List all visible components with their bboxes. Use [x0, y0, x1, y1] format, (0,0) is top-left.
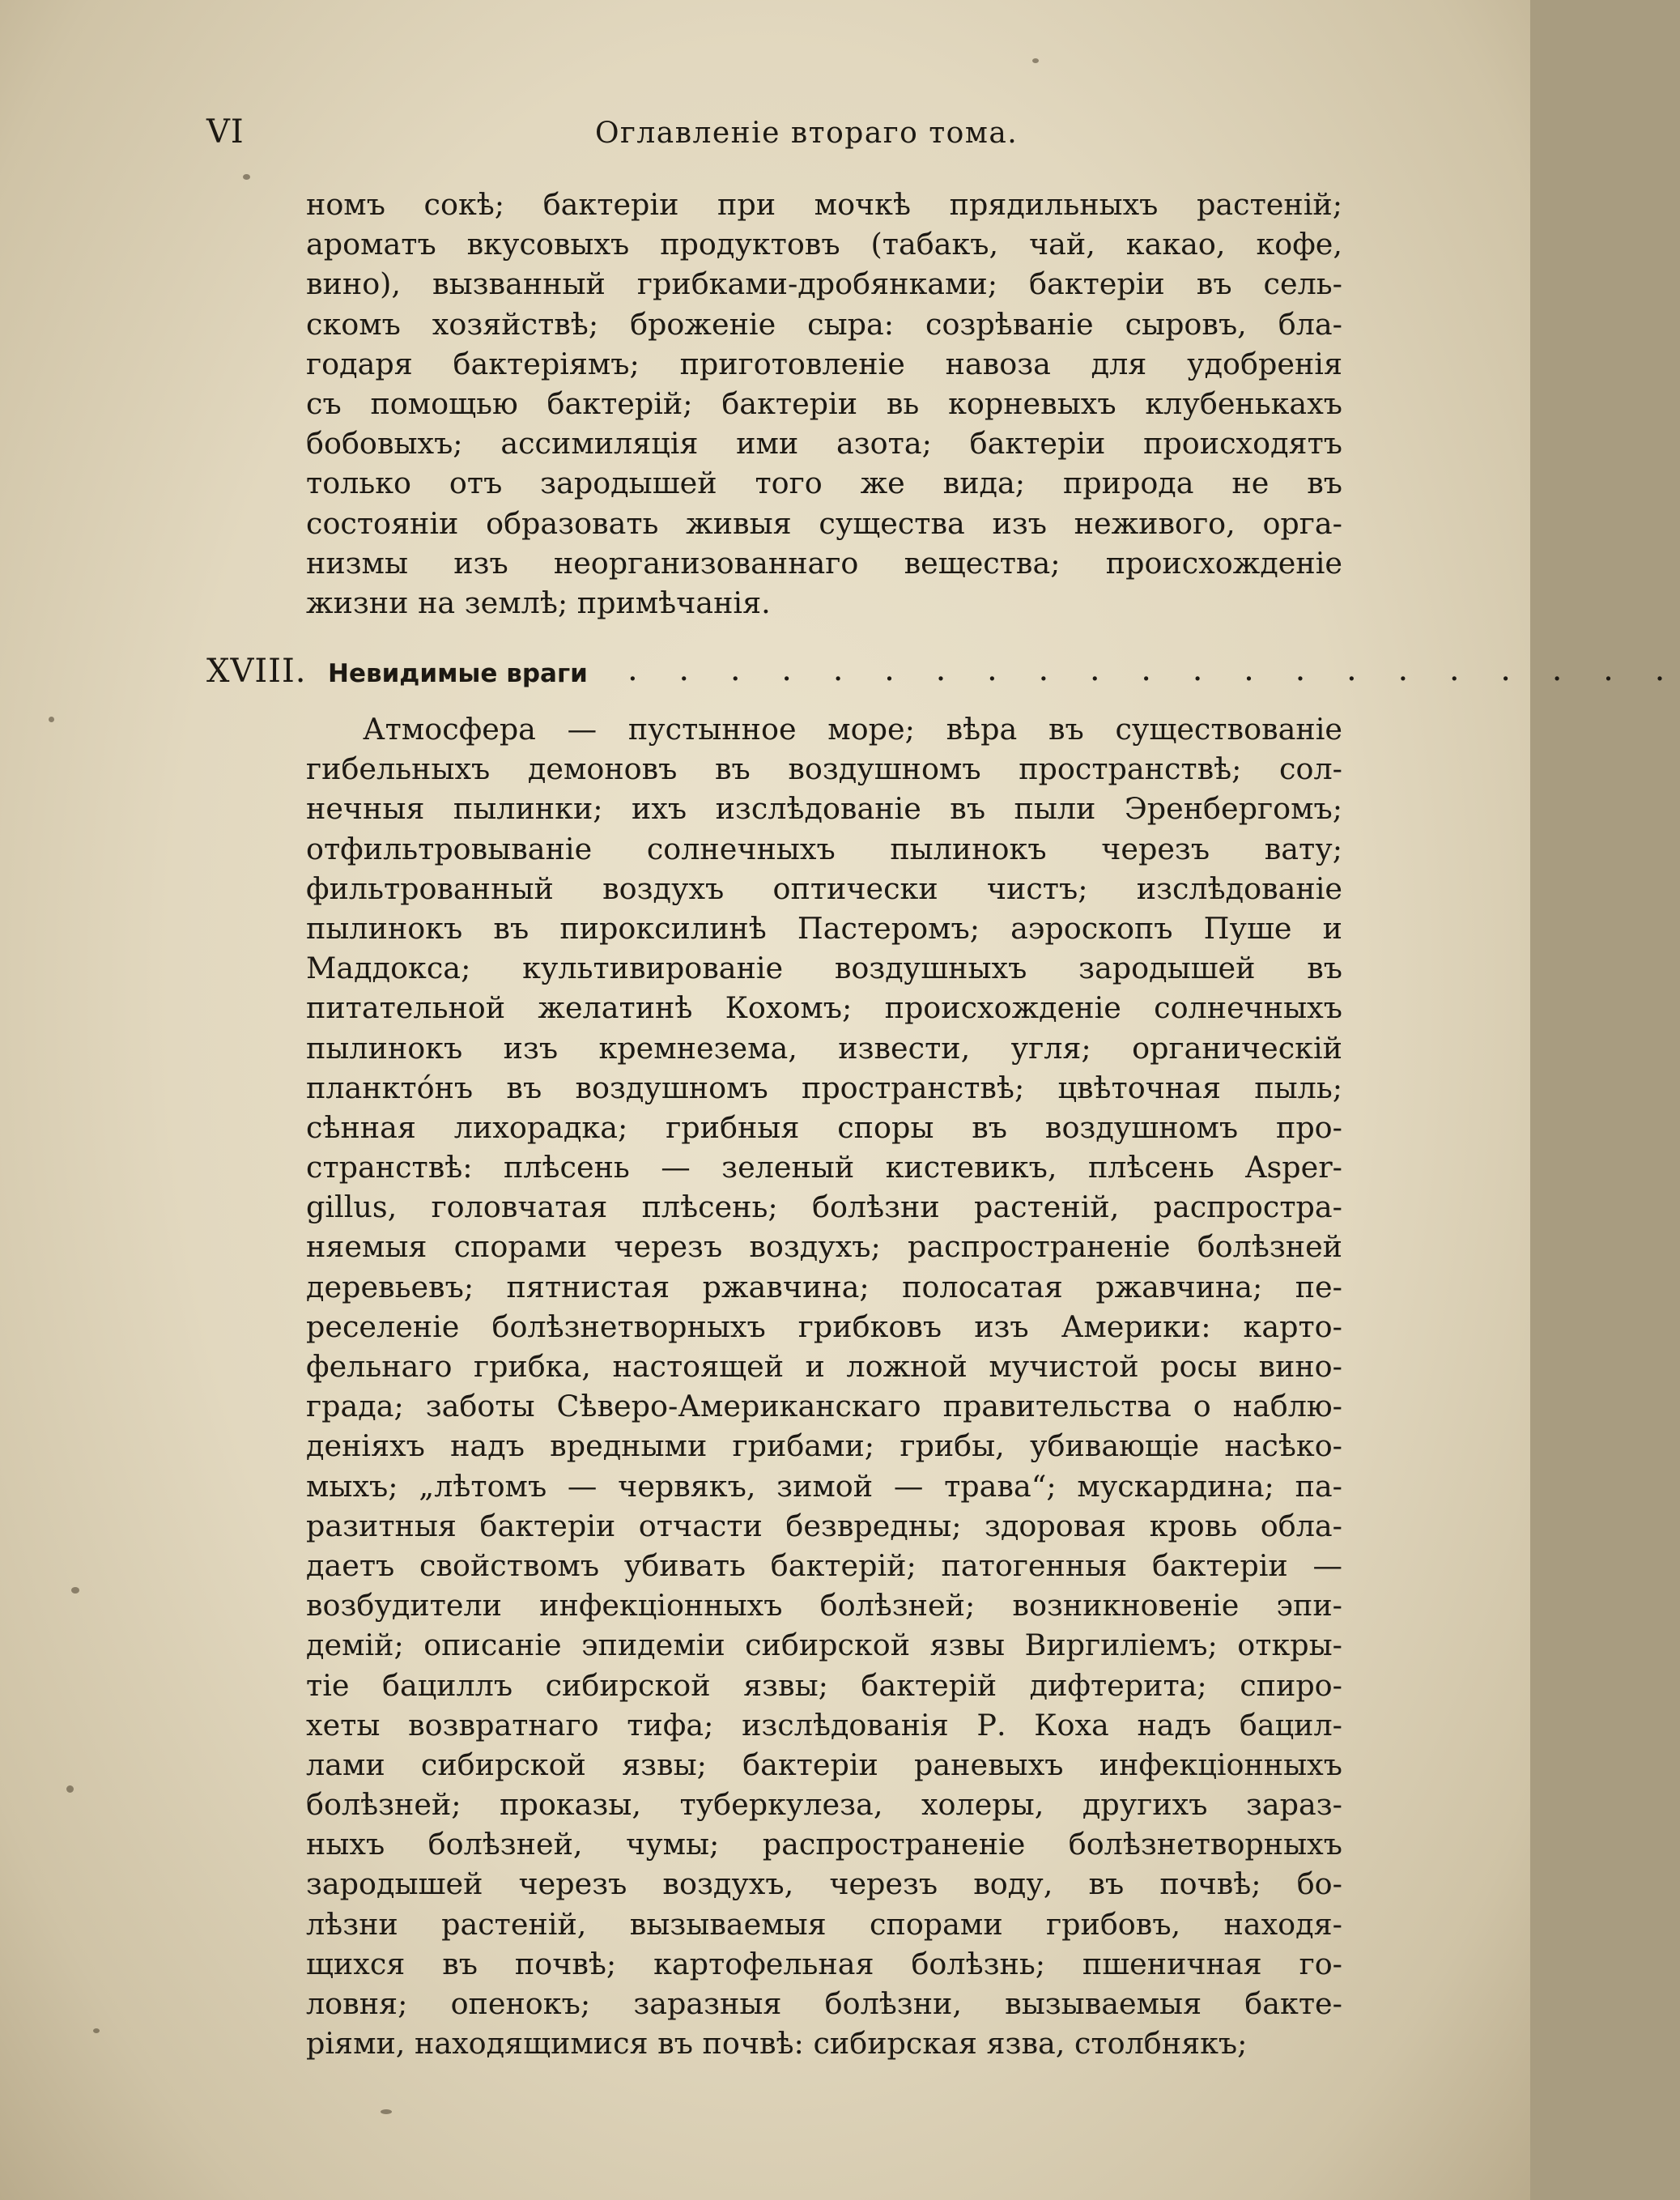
text-line: болѣзней; проказы, туберкулеза, холеры, другихъ зараз-	[306, 1787, 1342, 1823]
text-line: нечныя пылинки; ихъ изслѣдованіе въ пыли Эренбергомъ;	[306, 791, 1342, 827]
text-line: ароматъ вкусовыхъ продуктовъ (табакъ, чай, какао, кофе,	[306, 227, 1342, 262]
text-line: низмы изъ неорганизованнаго вещества; происхожденіе	[306, 545, 1342, 581]
text-line: пылинокъ въ пироксилинѣ Пастеромъ; аэроскопъ Пуше и	[306, 910, 1342, 946]
text-line: гибельныхъ демоновъ въ воздушномъ пространствѣ; сол-	[306, 751, 1342, 787]
paper-speck	[243, 174, 250, 180]
text-line: питательной желатинѣ Кохомъ; происхожденіе солнечныхъ	[306, 990, 1342, 1026]
text-line: отфильтровываніе солнечныхъ пылинокъ черезъ вату;	[306, 831, 1342, 866]
text-line: щихся въ почвѣ; картофельная болѣзнь; пшеничная го-	[306, 1946, 1342, 1981]
running-title: Оглавленіе втораго тома.	[595, 117, 1019, 150]
text-line: фельнаго грибка, настоящей и ложной мучистой росы вино-	[306, 1349, 1342, 1384]
text-line: Атмосфера — пустынное море; вѣра въ существованіе	[363, 712, 1342, 747]
text-line: лами сибирской язвы; бактеріи раневыхъ инфекціонныхъ	[306, 1747, 1342, 1782]
text-line: фильтрованный воздухъ оптически чистъ; изслѣдованіе	[306, 870, 1342, 906]
text-line: ріями, находящимися въ почвѣ: сибирская язва, столбнякъ;	[306, 2026, 1248, 2062]
text-line: зародышей черезъ воздухъ, черезъ воду, въ почвѣ; бо-	[306, 1866, 1342, 1902]
text-line: тіе бациллъ сибирской язвы; бактерій дифтерита; спиро-	[306, 1667, 1342, 1703]
paper-speck	[49, 717, 54, 722]
text-line: странствѣ: плѣсень — зеленый кистевикъ, плѣсень Asper-	[306, 1150, 1342, 1185]
text-line: пылинокъ изъ кремнезема, извести, угля; органическій	[306, 1030, 1342, 1066]
section-title: Невидимые враги	[328, 659, 588, 688]
text-line: деніяхъ надъ вредными грибами; грибы, убивающіе насѣко-	[306, 1428, 1342, 1464]
paper-speck	[71, 1587, 79, 1594]
leader-dots: . . . . . . . . . . . . . . . . . . . . .	[627, 651, 1680, 688]
paper-speck	[93, 2028, 100, 2033]
text-line: демій; описаніе эпидеміи сибирской язвы Виргиліемъ; откры-	[306, 1628, 1342, 1663]
text-line: планктóнъ въ воздушномъ пространствѣ; цвѣточная пыль;	[306, 1070, 1342, 1105]
continued-paragraph	[306, 185, 1342, 623]
text-line: ныхъ болѣзней, чумы; распространеніе болѣзнетворныхъ	[306, 1827, 1342, 1862]
text-line: состояніи образовать живыя существа изъ неживого, орга-	[306, 505, 1342, 541]
text-line: съ помощью бактерій; бактеріи вь корневыхъ клубенькахъ	[306, 385, 1342, 421]
text-line: даетъ свойствомъ убивать бактерій; патогенныя бактеріи —	[306, 1547, 1342, 1583]
text-line: лѣзни растеній, вызываемыя спорами грибовъ, находя-	[306, 1906, 1342, 1942]
text-line: Маддокса; культивированіе воздушныхъ зародышей въ	[306, 951, 1342, 986]
page-header	[206, 113, 1344, 162]
paper-speck	[381, 2109, 392, 2114]
text-line: только отъ зародышей того же вида; природа не въ	[306, 466, 1342, 501]
text-line: скомъ хозяйствѣ; броженіе сыра: созрѣваніе сыровъ, бла-	[306, 306, 1342, 342]
section-paragraph	[306, 709, 1342, 2063]
text-line: реселеніе болѣзнетворныхъ грибковъ изъ Америки: карто-	[306, 1309, 1342, 1344]
section-number: XVIII.	[206, 653, 307, 690]
text-line: града; заботы Сѣверо-Американскаго правительства о наблю-	[306, 1389, 1342, 1424]
text-line: номъ сокѣ; бактеріи при мочкѣ прядильныхъ растеній;	[306, 187, 1342, 222]
text-line: ловня; опенокъ; заразныя болѣзни, вызываемыя бакте-	[306, 1986, 1342, 2021]
text-line: хеты возвратнаго тифа; изслѣдованія Р. Коха надъ бацил-	[306, 1707, 1342, 1743]
text-line: деревьевъ; пятнистая ржавчина; полосатая ржавчина; пе-	[306, 1269, 1342, 1304]
text-line: gillus, головчатая плѣсень; болѣзни растеній, распростра-	[306, 1189, 1342, 1225]
text-line: мыхъ; „лѣтомъ — червякъ, зимой — трава“; мускардина; па-	[306, 1468, 1342, 1504]
text-line: сѣнная лихорадка; грибныя споры въ воздушномъ про-	[306, 1109, 1342, 1145]
paper-speck	[1032, 58, 1039, 63]
text-line: вино), вызванный грибками-дробянками; бактеріи въ сель-	[306, 266, 1342, 302]
page-number: VI	[206, 113, 245, 151]
paper-speck	[66, 1785, 74, 1793]
text-line: годаря бактеріямъ; приготовленіе навоза для удобренія	[306, 346, 1342, 381]
text-line: возбудители инфекціонныхъ болѣзней; возникновеніе эпи-	[306, 1588, 1342, 1623]
text-line: бобовыхъ; ассимиляція ими азота; бактеріи происходятъ	[306, 426, 1342, 462]
text-line: жизни на землѣ; примѣчанія.	[306, 585, 771, 620]
section-heading	[206, 651, 1680, 701]
text-line: разитныя бактеріи отчасти безвредны; здоровая кровь обла-	[306, 1508, 1342, 1543]
text-line: няемыя спорами черезъ воздухъ; распространеніе болѣзней	[306, 1229, 1342, 1265]
